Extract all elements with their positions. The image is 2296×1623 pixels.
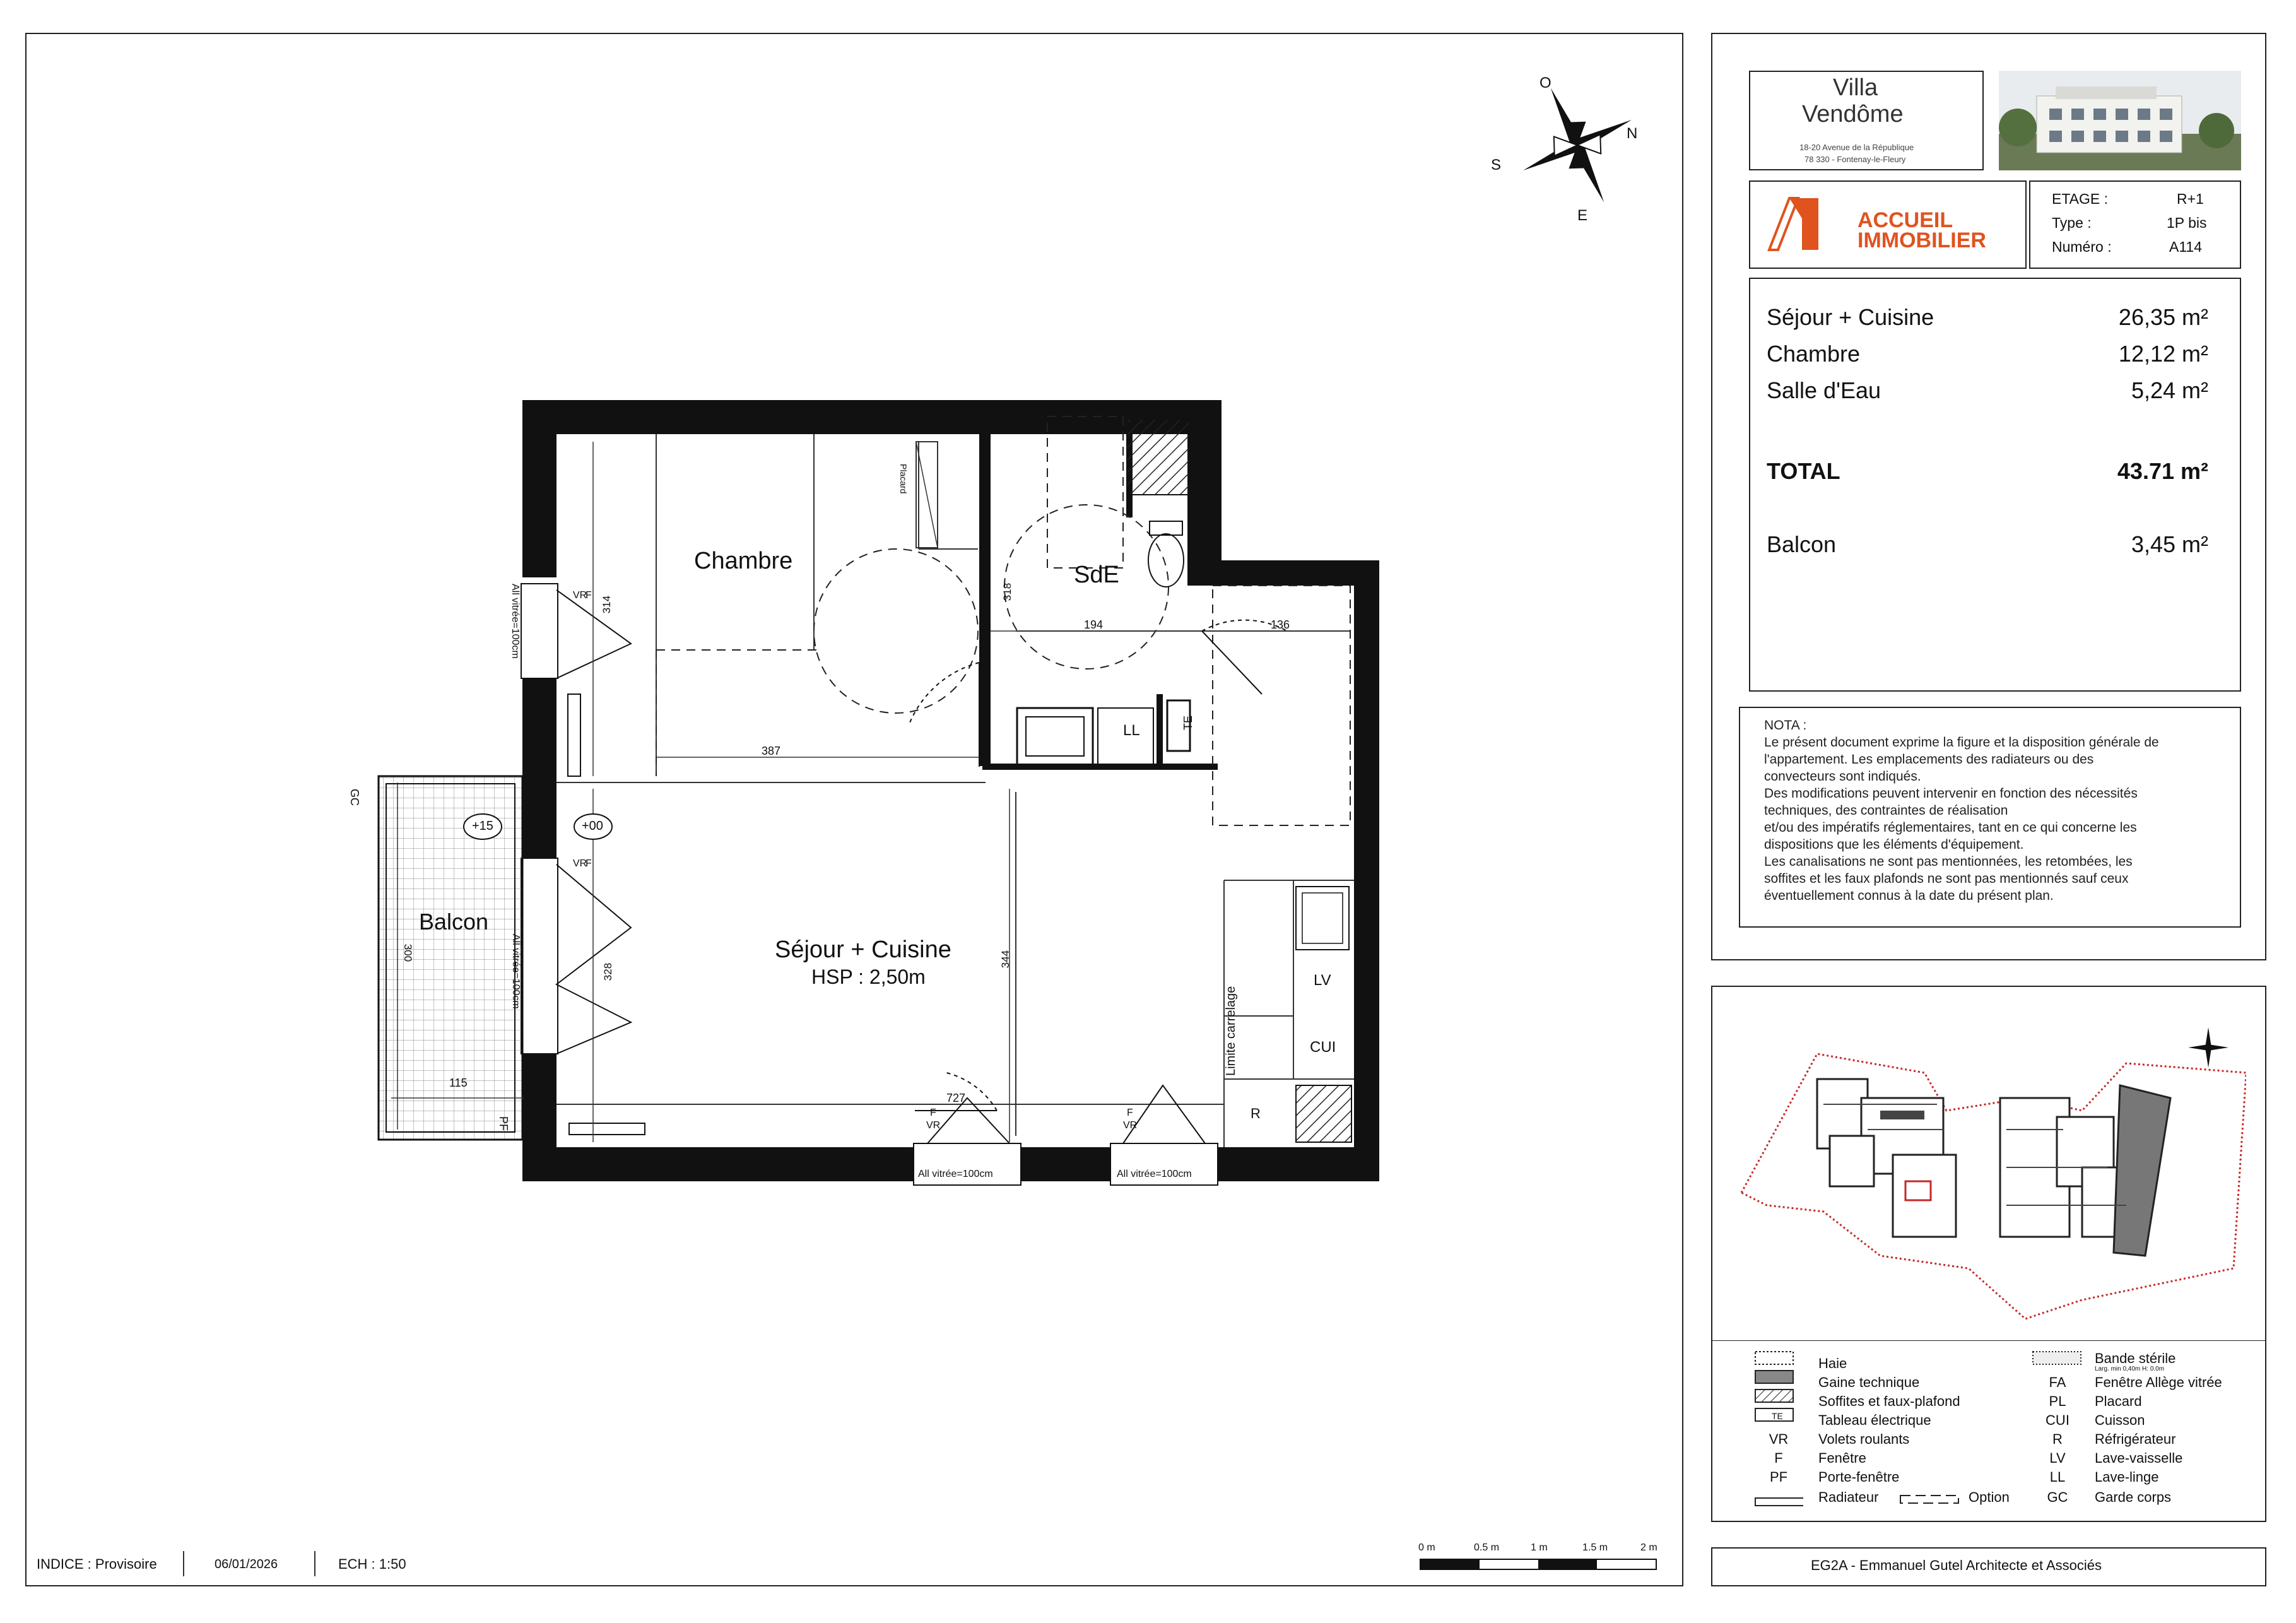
total-label: TOTAL (1767, 458, 1840, 484)
legend-ll: Lave-linge (2095, 1469, 2159, 1485)
footer-divider (183, 1551, 184, 1576)
fixture-lv: LV (1314, 972, 1331, 989)
nota-line: convecteurs sont indiqués. (1764, 769, 1921, 784)
dim-194: 194 (1084, 618, 1104, 631)
legend-radiateur: Radiateur (1818, 1489, 1879, 1505)
etage-label: ETAGE : (2052, 191, 2109, 207)
nota-line: et/ou des impératifs réglementaires, tant en ce qui concerne les (1764, 820, 2137, 835)
legend-tableau: Tableau électrique (1818, 1412, 1931, 1428)
legend-option: Option (1969, 1489, 2010, 1505)
legend-icons-left (1753, 1348, 1803, 1512)
legend-cui-code: CUI (2046, 1412, 2069, 1428)
project-name-line1: Villa (1833, 74, 1878, 101)
window-vitree-chambre: All vitrée=100cm (510, 584, 521, 659)
balcon-value: 3,45 m² (2131, 531, 2208, 557)
window-f-4: F (1127, 1107, 1133, 1118)
footer-date: 06/01/2026 (215, 1557, 278, 1571)
area-row-total (1767, 458, 2208, 485)
dim-115: 115 (449, 1077, 468, 1089)
window-vr-1: VR (573, 590, 587, 601)
nota-line: Le présent document exprime la figure et la disposition générale de (1764, 735, 2159, 750)
total-value: 43.71 m² (2117, 458, 2208, 484)
dim-328: 328 (602, 962, 615, 981)
numero-value: A114 (2169, 239, 2203, 255)
agency-name-line1: ACCUEIL (1857, 208, 1953, 232)
window-vitree-sejour-bottom-1: All vitrée=100cm (918, 1169, 993, 1179)
fixture-r: R (1251, 1106, 1261, 1121)
area-row-balcon (1767, 531, 2208, 558)
bande-sterile-icon (2032, 1350, 2082, 1366)
building-photo (1999, 71, 2241, 170)
legend-vr-code: VR (1769, 1431, 1789, 1447)
nota-line: éventuellement connus à la date du présent plan. (1764, 888, 2054, 903)
window-vr-3: VR (926, 1120, 941, 1131)
dim-314: 314 (601, 595, 613, 614)
window-f-1: F (586, 590, 592, 601)
limite-carrelage-label: Limite carrelage (1224, 986, 1238, 1076)
window-vitree-sejour-bottom-2: All vitrée=100cm (1117, 1169, 1192, 1179)
window-pf-label: PF (497, 1116, 510, 1131)
areas-box (1749, 278, 2241, 692)
etage-value: R+1 (2177, 191, 2204, 207)
legend-ll-code: LL (2049, 1469, 2066, 1485)
footer-divider (314, 1551, 315, 1576)
legend-pf-code: PF (1769, 1469, 1788, 1485)
window-vr-2: VR (573, 858, 587, 869)
nota-line: Des modifications peuvent intervenir en fonction des nécessités (1764, 786, 2138, 801)
fixture-cui: CUI (1310, 1039, 1336, 1056)
room-label-balcon: Balcon (419, 909, 489, 935)
scale-label-0: 0 m (1418, 1542, 1435, 1553)
nota-line: dispositions que les éléments d'équipement. (1764, 837, 2024, 852)
footer-echelle: ECH : 1:50 (338, 1556, 406, 1572)
scale-label-05: 0.5 m (1474, 1542, 1500, 1553)
area-row-chambre (1767, 341, 2208, 367)
agency-name-line2: IMMOBILIER (1857, 228, 1986, 252)
project-address-line2: 78 330 - Fontenay-le-Fleury (1804, 155, 1906, 164)
legend-gaine: Gaine technique (1818, 1374, 1920, 1390)
type-value: 1P bis (2167, 215, 2207, 231)
dim-136: 136 (1271, 618, 1290, 631)
fixture-te: TE (1182, 715, 1195, 731)
dim-727: 727 (946, 1092, 966, 1104)
legend-bande-note: Larg. min 0,40m H: 0.0m (2095, 1366, 2165, 1372)
area-label: Salle d'Eau (1767, 377, 1881, 403)
nota-line: soffites et les faux plafonds ne sont pas mentionnés sauf ceux (1764, 871, 2129, 886)
area-value: 26,35 m² (2118, 304, 2208, 330)
legend-fenetre: Fenêtre (1818, 1450, 1866, 1466)
scale-label-1: 1 m (1531, 1542, 1548, 1553)
site-plan (1729, 1003, 2246, 1331)
compass-label-n: N (1627, 125, 1638, 142)
legend-te-code: TE (1772, 1411, 1783, 1421)
compass-label-o: O (1539, 74, 1551, 91)
exterior-walls (522, 400, 1379, 1181)
legend-volets: Volets roulants (1818, 1431, 1910, 1447)
footer-indice: INDICE : Provisoire (37, 1556, 157, 1572)
legend-gc-code: GC (2047, 1489, 2068, 1505)
legend-r: Réfrigérateur (2095, 1431, 2176, 1447)
nota-text (1764, 717, 2231, 904)
area-value: 5,24 m² (2131, 377, 2208, 403)
room-label-hsp: HSP : 2,50m (811, 965, 926, 988)
area-label: Chambre (1767, 341, 1861, 367)
nota-title: NOTA : (1764, 718, 1807, 733)
legend-haie: Haie (1818, 1355, 1847, 1371)
dim-318: 318 (1001, 582, 1014, 601)
legend-bande: Bande stérile (2095, 1350, 2176, 1366)
room-label-chambre: Chambre (694, 548, 793, 574)
legend-cui: Cuisson (2095, 1412, 2145, 1428)
legend-lv: Lave-vaisselle (2095, 1450, 2183, 1466)
legend-lv-code: LV (2049, 1450, 2066, 1466)
fixture-ll: LL (1123, 722, 1140, 739)
legend-fa: Fenêtre Allège vitrée (2095, 1374, 2222, 1390)
level-balcon: +15 (472, 819, 493, 833)
window-vr-4: VR (1123, 1120, 1138, 1131)
scale-label-2: 2 m (1640, 1542, 1657, 1553)
window-f-2: F (586, 858, 592, 869)
legend-pl: Placard (2095, 1393, 2142, 1409)
type-label: Type : (2052, 215, 2092, 231)
legend-soffites: Soffites et faux-plafond (1818, 1393, 1960, 1409)
option-dash-icon (1898, 1493, 1961, 1506)
project-name-line2: Vendôme (1802, 101, 1904, 127)
legend-fa-code: FA (2049, 1374, 2066, 1390)
window-vitree-sejour-side: All vitrée=100cm (510, 934, 521, 1009)
scale-label-15: 1.5 m (1582, 1542, 1608, 1553)
area-value: 12,12 m² (2118, 341, 2208, 367)
project-address-line1: 18-20 Avenue de la République (1799, 143, 1914, 152)
nota-line: techniques, des contraintes de réalisation (1764, 803, 2008, 818)
numero-label: Numéro : (2052, 239, 2112, 255)
area-row-sde (1767, 377, 2208, 404)
placard-label: Placard (898, 464, 909, 494)
architect-name: EG2A - Emmanuel Gutel Architecte et Associés (1811, 1557, 2102, 1573)
scale-bar (1420, 1559, 1657, 1570)
legend-pl-code: PL (2049, 1393, 2066, 1409)
nota-line: l'appartement. Les emplacements des radiateurs ou des (1764, 752, 2094, 767)
compass-label-e: E (1577, 207, 1588, 224)
area-row-sejour (1767, 304, 2208, 331)
window-gc-label: GC (348, 789, 361, 806)
legend-r-code: R (2052, 1431, 2063, 1447)
legend-gc: Garde corps (2095, 1489, 2172, 1505)
balcon-label: Balcon (1767, 531, 1837, 557)
agency-logo-icon (1764, 193, 1827, 254)
area-label: Séjour + Cuisine (1767, 304, 1934, 330)
compass-label-s: S (1491, 156, 1502, 174)
dim-300: 300 (402, 943, 415, 962)
legend-porte-fenetre: Porte-fenêtre (1818, 1469, 1900, 1485)
room-label-sde: SdE (1074, 562, 1119, 588)
nota-line: Les canalisations ne sont pas mentionnées, les retombées, les (1764, 854, 2133, 869)
room-label-sejour: Séjour + Cuisine (775, 936, 951, 963)
legend-f-code: F (1774, 1450, 1783, 1466)
dim-344: 344 (999, 950, 1012, 969)
level-sejour: +00 (582, 819, 603, 833)
window-f-3: F (930, 1107, 936, 1118)
dim-387: 387 (762, 745, 781, 757)
